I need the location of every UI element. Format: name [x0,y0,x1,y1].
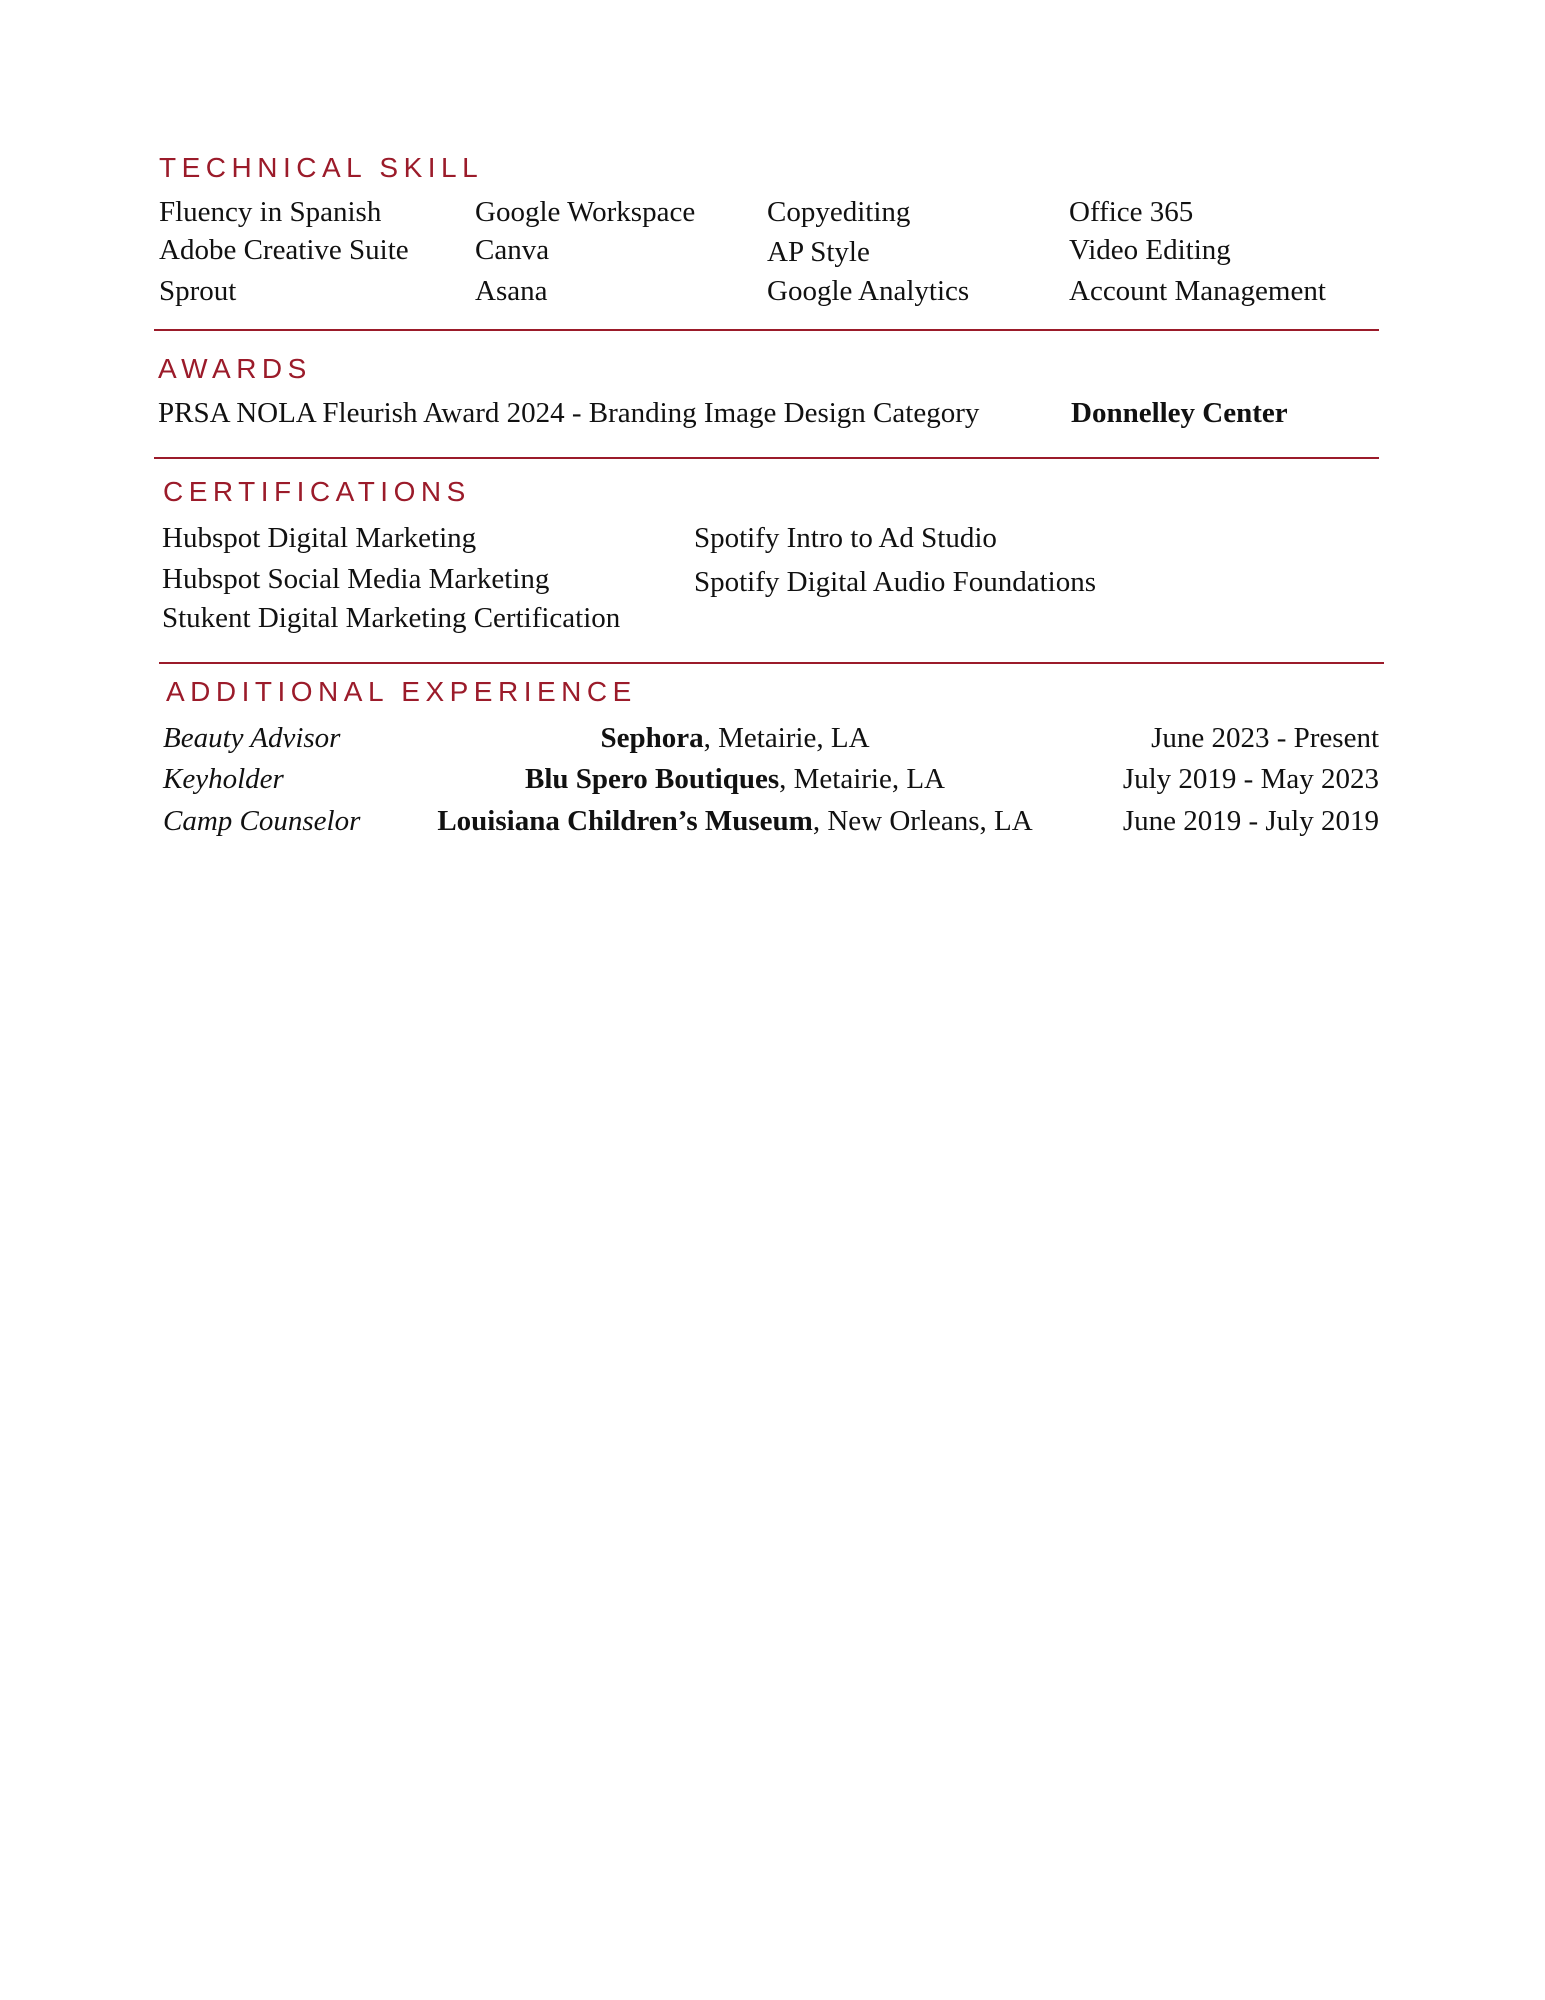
experience-employer-line [400,721,1070,755]
skill-item: AP Style [767,236,870,268]
technical-skill-heading: TECHNICAL SKILL [159,152,484,183]
experience-employer: Louisiana Children’s Museum [437,805,813,837]
experience-location: , Metairie, LA [779,763,945,795]
experience-role: Keyholder [163,763,284,795]
skill-item: Asana [475,275,548,307]
additional-experience-heading: ADDITIONAL EXPERIENCE [166,676,637,707]
experience-role: Beauty Advisor [163,722,341,754]
experience-dates: June 2023 - Present [1151,722,1379,754]
award-title: PRSA NOLA Fleurish Award 2024 - Branding Image Design Category [158,397,980,429]
certification-item: Spotify Digital Audio Foundations [694,566,1096,598]
skill-item: Google Analytics [767,275,970,307]
certification-item: Hubspot Social Media Marketing [162,563,550,595]
experience-employer: Sephora [600,722,704,754]
experience-dates: June 2019 - July 2019 [1122,805,1379,837]
skill-item: Google Workspace [475,196,696,228]
section-divider [159,662,1384,664]
certification-item: Stukent Digital Marketing Certification [162,602,621,634]
skill-item: Canva [475,234,550,266]
experience-employer-line [400,762,1070,796]
skill-item: Adobe Creative Suite [159,234,409,266]
experience-location: , New Orleans, LA [812,805,1033,837]
skill-item: Video Editing [1069,234,1231,266]
skill-item: Office 365 [1069,196,1194,228]
experience-employer-line [400,804,1070,838]
award-organization: Donnelley Center [1071,397,1288,429]
skill-item: Fluency in Spanish [159,196,382,228]
skill-item: Copyediting [767,196,911,228]
awards-heading: AWARDS [158,353,312,384]
certification-item: Spotify Intro to Ad Studio [694,522,997,554]
section-divider [154,329,1379,331]
experience-role: Camp Counselor [163,805,361,837]
experience-dates: July 2019 - May 2023 [1122,763,1379,795]
experience-employer: Blu Spero Boutiques [525,763,780,795]
section-divider [154,457,1379,459]
certification-item: Hubspot Digital Marketing [162,522,477,554]
certifications-heading: CERTIFICATIONS [163,476,471,507]
experience-location: , Metairie, LA [703,722,870,754]
skill-item: Sprout [159,275,237,307]
skill-item: Account Management [1069,275,1326,307]
